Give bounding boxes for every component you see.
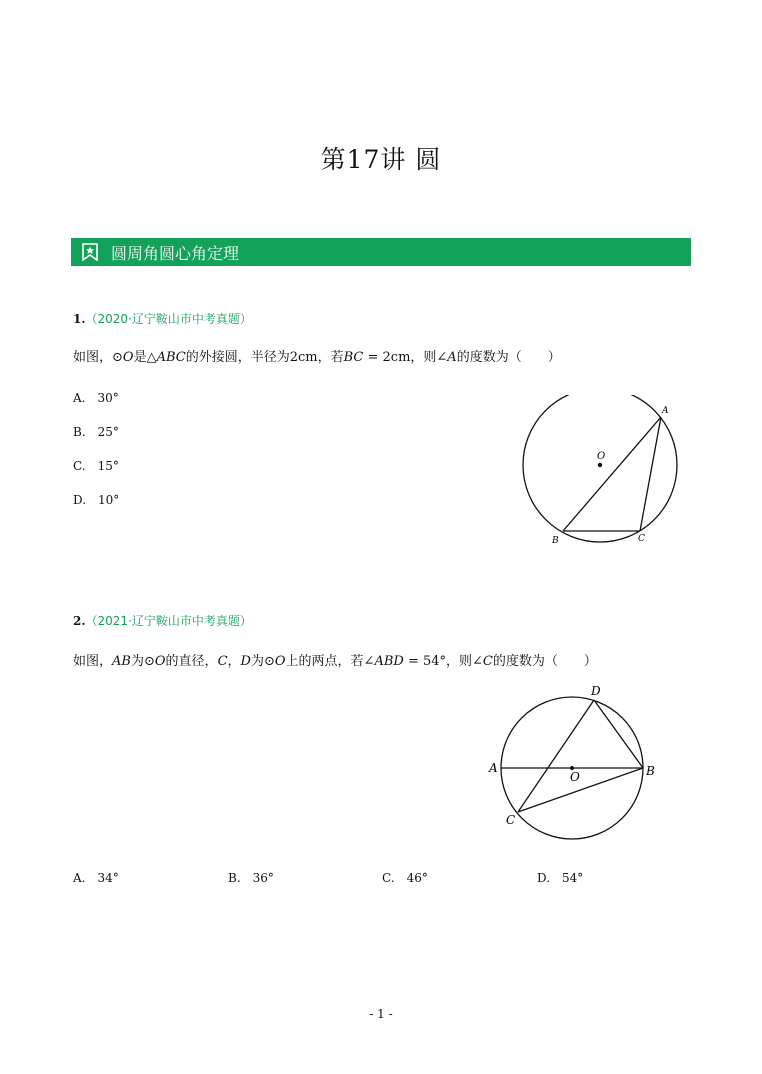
- label-b: B: [646, 764, 655, 778]
- page-title: 第17讲 圆: [320, 145, 442, 174]
- question-1-header: [73, 310, 252, 327]
- option-c: C. 15°: [73, 459, 119, 473]
- label-o: O: [570, 770, 580, 784]
- page-number: - 1 -: [369, 1007, 393, 1021]
- label-d: D: [591, 684, 601, 698]
- section-header: [71, 238, 691, 266]
- label-a: A: [662, 406, 669, 416]
- label-o: O: [597, 451, 606, 462]
- option-c: C. 46°: [382, 871, 428, 885]
- option-a: A. 30°: [73, 391, 119, 405]
- question-number: 1.: [73, 312, 86, 326]
- label-a: A: [489, 761, 498, 775]
- question-1-figure: [510, 395, 700, 555]
- segment-db: [594, 700, 643, 768]
- question-2-stem: 如图，AB为⊙O的直径，C，D为⊙O上的两点，若∠ABD = 54°，则∠C的度数为（ ）: [73, 654, 597, 669]
- label-b: B: [552, 536, 559, 546]
- label-c: C: [638, 534, 645, 544]
- bookmark-star-icon: [81, 243, 99, 261]
- option-a: A. 34°: [73, 871, 119, 885]
- center-point: [598, 463, 602, 467]
- circle-o: [523, 395, 677, 542]
- segment-dc: [518, 700, 594, 812]
- question-1-stem: 如图，⊙O是△ABC的外接圆，半径为2cm，若BC = 2cm，则∠A的度数为（ ）: [73, 350, 561, 365]
- option-d: D. 10°: [73, 493, 120, 507]
- option-b: B. 25°: [73, 425, 119, 439]
- option-b: B. 36°: [228, 871, 274, 885]
- question-source: （2021·辽宁鞍山市中考真题）: [85, 614, 252, 628]
- question-number: 2.: [73, 614, 86, 628]
- label-c: C: [506, 813, 516, 827]
- question-2-figure: [480, 680, 670, 850]
- segment-cb: [518, 768, 643, 812]
- section-title: 圆周角圆心角定理: [111, 244, 240, 263]
- segment-ca: [640, 417, 661, 531]
- option-d: D. 54°: [537, 871, 584, 885]
- segment-ab: [563, 417, 661, 531]
- question-2-header: [73, 612, 252, 629]
- question-source: （2020·辽宁鞍山市中考真题）: [85, 312, 252, 326]
